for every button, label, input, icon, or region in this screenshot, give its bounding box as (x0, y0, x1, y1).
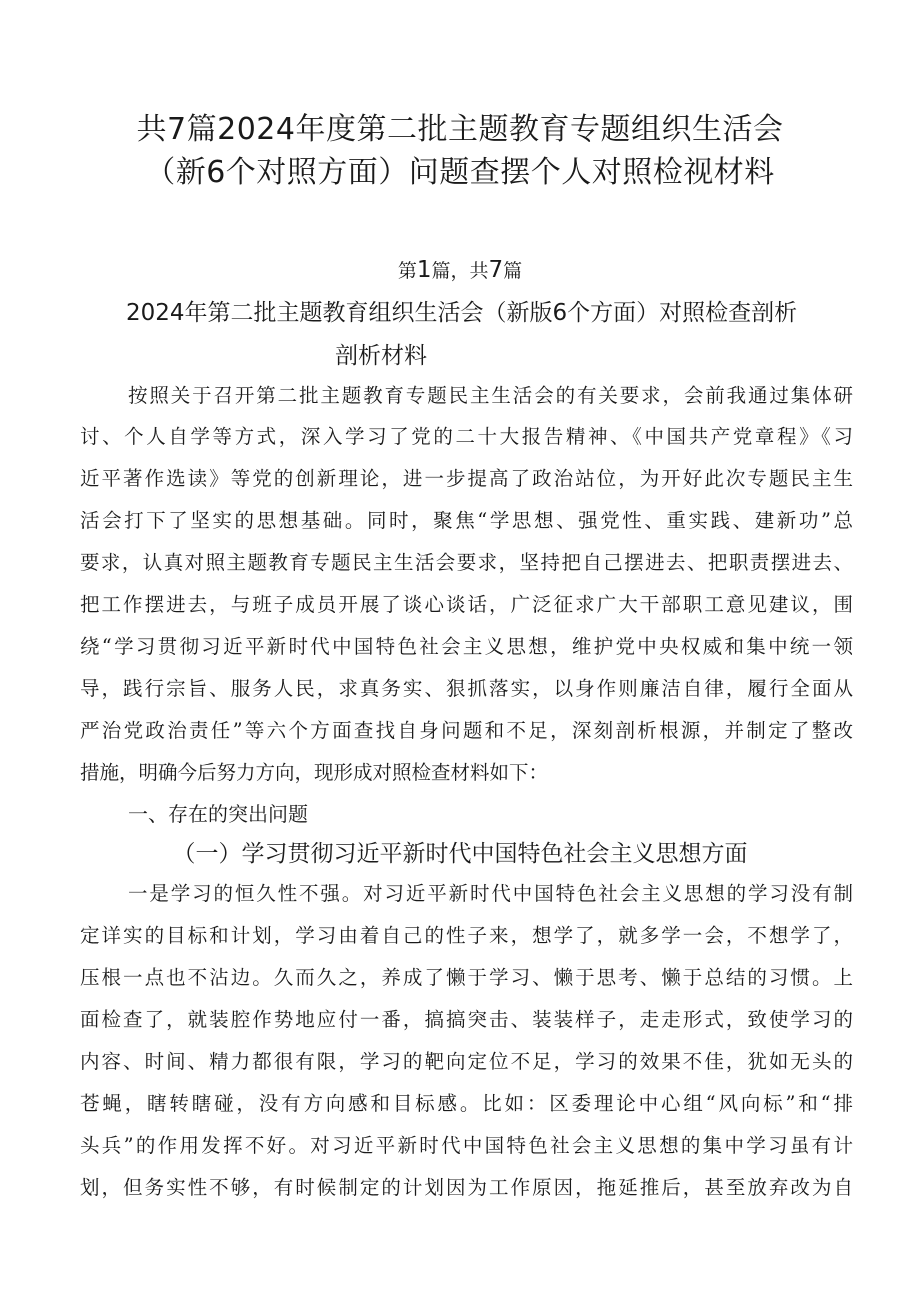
document-title-line-2: （新6个对照方面）问题查摆个人对照检视材料 (145, 155, 775, 190)
article-title-line-1: 2024年第二批主题教育组织生活会（新版6个方面）对照检查剖析 (126, 300, 798, 326)
intro-line-2: 讨、个人自学等方式，深入学习了党的二十大报告精神、《中国共产党章程》《习 (80, 425, 853, 448)
section-body-line-7: 头兵”的作用发挥不好。对习近平新时代中国特色社会主义思想的集中学习虽有计 (80, 1134, 853, 1157)
section-body-line-1: 一是学习的恒久性不强。对习近平新时代中国特色社会主义思想的学习没有制 (128, 882, 853, 905)
part-indicator-prefix: 第 (397, 260, 417, 282)
intro-line-1: 按照关于召开第二批主题教育专题民主生活会的有关要求，会前我通过集体研 (128, 384, 853, 407)
part-indicator-middle: 篇，共 (431, 260, 489, 282)
part-indicator-total: 7 (488, 257, 504, 283)
part-indicator-suffix: 篇 (503, 260, 523, 282)
intro-line-9: 严治党政治责任”等六个方面查找自身问题和不足，深刻剖析根源，并制定了整改 (80, 719, 853, 742)
section-body-line-2: 定详实的目标和计划，学习由着自己的性子来，想学了，就多学一会，不想学了， (80, 924, 853, 947)
intro-line-7: 绕“学习贯彻习近平新时代中国特色社会主义思想，维护党中央权威和集中统一领 (80, 635, 853, 658)
section-body-line-5: 内容、时间、精力都很有限，学习的靶向定位不足，学习的效果不佳，犹如无头的 (80, 1050, 853, 1073)
section-body-line-3: 压根一点也不沾边。久而久之，养成了懒于学习、懒于思考、懒于总结的习惯。上 (80, 966, 853, 989)
intro-line-3: 近平著作选读》等党的创新理论，进一步提高了政治站位，为开好此次专题民主生 (80, 467, 853, 490)
intro-line-6: 把工作摆进去，与班子成员开展了谈心谈话，广泛征求广大干部职工意见建议，围 (80, 593, 853, 616)
document-title-line-1: 共7篇2024年度第二批主题教育专题组织生活会 (136, 112, 784, 147)
intro-line-10: 措施，明确今后努力方向，现形成对照检查材料如下： (80, 761, 549, 784)
intro-line-4: 活会打下了坚实的思想基础。同时，聚焦“学思想、强党性、重实践、建新功”总 (80, 509, 853, 532)
section-body-line-8: 划，但务实性不够，有时候制定的计划因为工作原因，拖延推后，甚至放弃改为自 (80, 1176, 853, 1199)
section-body-line-4: 面检查了，就装腔作势地应付一番，搞搞突击、装装样子，走走形式，致使学习的 (80, 1008, 853, 1031)
intro-line-8: 导，践行宗旨、服务人民，求真务实、狠抓落实，以身作则廉洁自律，履行全面从 (80, 677, 853, 700)
subsection-heading: （一）学习贯彻习近平新时代中国特色社会主义思想方面 (172, 841, 748, 867)
part-indicator-current: 1 (416, 257, 432, 283)
part-indicator (0, 257, 920, 284)
article-title-line-2: 剖析材料 (335, 343, 427, 369)
section-body-line-6: 苍蝇，瞎转瞎碰，没有方向感和目标感。比如：区委理论中心组“风向标”和“排 (80, 1092, 853, 1115)
intro-line-5: 要求，认真对照主题教育专题民主生活会要求，坚持把自己摆进去、把职责摆进去、 (80, 551, 853, 574)
section-heading: 一、存在的突出问题 (128, 802, 308, 826)
